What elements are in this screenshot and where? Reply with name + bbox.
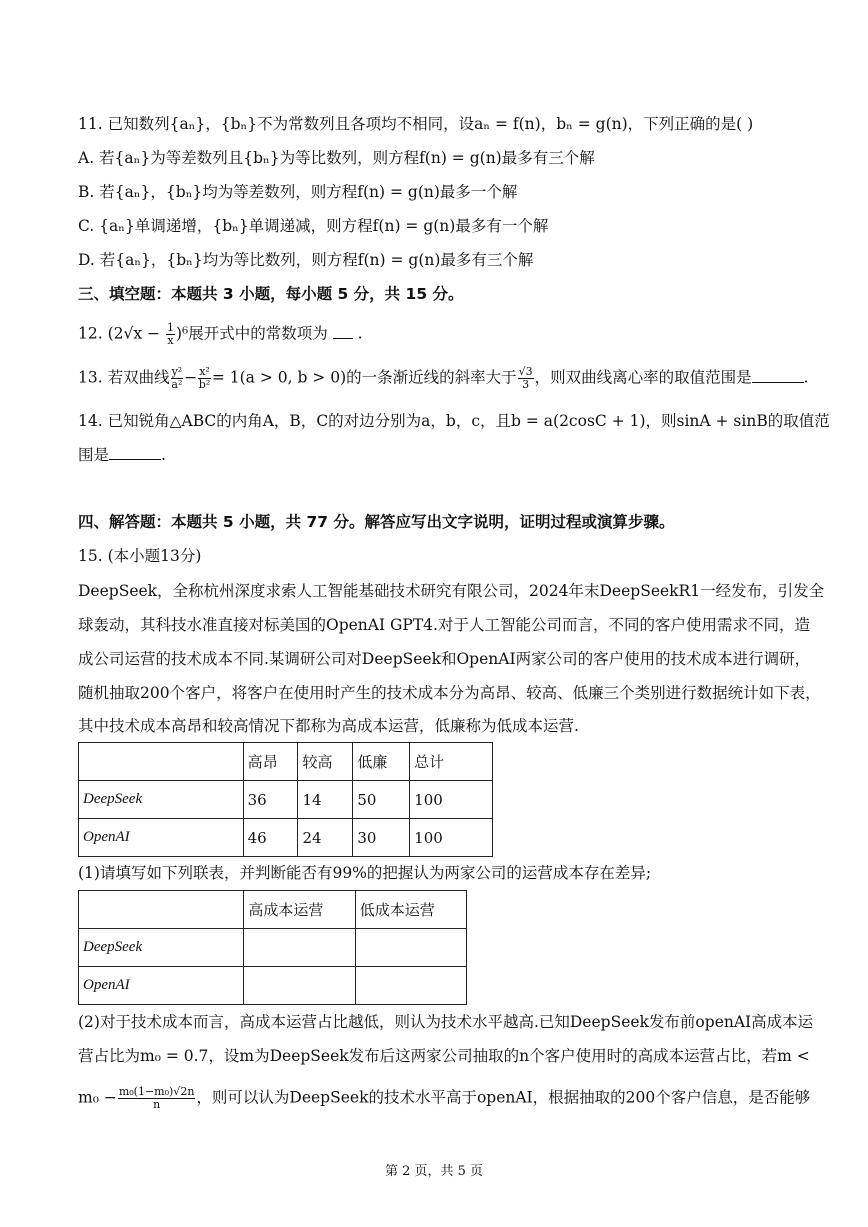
q15-part2-line2: 营占比为m₀ = 0.7，设m为DeepSeek发布后这两家公司抽取的n个客户使用时的高成本运营占比，若m <: [78, 1047, 810, 1065]
q15-para-line5: 其中技术成本高昂和较高情况下都称为高成本运营，低廉称为低成本运营.: [78, 717, 579, 735]
q13: [78, 366, 809, 391]
table-cell: 14: [298, 781, 353, 819]
q13-slope-den: 3: [522, 378, 530, 391]
q13-minus: −: [184, 368, 198, 387]
page-footer: 第 2 页，共 5 页: [384, 1164, 484, 1179]
q15-para-line3: 成公司运营的技术成本不同.某调研公司对DeepSeek和OpenAI两家公司的客户使用的技术成本进行调研，: [78, 650, 811, 668]
table-cell: 30: [353, 819, 410, 857]
q14-line2: [78, 444, 166, 466]
table-cell: OpenAI: [79, 819, 244, 857]
q13-frac2-num: x²: [199, 365, 210, 378]
q15-part2-line3-prefix: m₀ −: [78, 1088, 117, 1107]
table-cell: 100: [410, 781, 493, 819]
table-cell: DeepSeek: [79, 929, 244, 967]
table-header-cell: 低成本运营: [355, 891, 466, 929]
q12-frac-num: 1: [166, 321, 174, 334]
q13-mid: 的一条渐近线的斜率大于: [346, 368, 517, 387]
q14-line2-end: .: [161, 446, 166, 464]
table-cell: 46: [243, 819, 298, 857]
q13-frac2-den: b²: [198, 378, 211, 391]
q13-frac1-num: y²: [171, 365, 183, 378]
q11-option-d: D. 若{aₙ}，{bₙ}均为等比数列，则方程f(n) = g(n)最多有三个解: [78, 251, 534, 269]
table-cell: 36: [243, 781, 298, 819]
section4-title: 四、解答题：本题共 5 小题，共 77 分。解答应写出文字说明，证明过程或演算步骤。: [78, 513, 675, 531]
q13-slope-frac: [518, 366, 534, 391]
q13-frac2: [198, 366, 211, 391]
table-cell: 50: [353, 781, 410, 819]
q12: [78, 322, 363, 347]
table-row: [79, 819, 493, 857]
table-header-cell: 低廉: [353, 743, 410, 781]
table-header-cell: [79, 891, 244, 929]
table-header-cell: [79, 743, 244, 781]
q15-part2-frac-num: m₀(1−m₀)√2n: [118, 1085, 195, 1098]
q13-answer-blank[interactable]: [752, 368, 804, 383]
q15-part1: (1)请填写如下列联表，并判断能否有99%的把握认为两家公司的运营成本存在差异;: [78, 864, 652, 882]
q13-frac1-den: a²: [171, 378, 183, 391]
q15-para-line1: DeepSeek，全称杭州深度求索人工智能基础技术研究有限公司，2024年末DeepSeekR1一经发布，引发全: [78, 582, 825, 600]
table-header-row: [79, 743, 493, 781]
q15-part2-line3: [78, 1086, 810, 1111]
q15-para-line4: 随机抽取200个客户，将客户在使用时产生的技术成本分为高昂、较高、低廉三个类别进行数据统计如下表，: [78, 684, 821, 702]
q12-frac-den: x: [167, 334, 174, 347]
table-header-row: [79, 891, 467, 929]
cost-data-table: [78, 742, 493, 857]
table-cell: [244, 967, 355, 1005]
table-cell: OpenAI: [79, 967, 244, 1005]
q12-frac: [166, 322, 175, 347]
q11-option-b: B. 若{aₙ}，{bₙ}均为等差数列，则方程f(n) = g(n)最多一个解: [78, 183, 518, 201]
table-row: [79, 781, 493, 819]
q12-suffix: )⁶展开式中的常数项为: [175, 324, 328, 343]
q11-option-a: A. 若{aₙ}为等差数列且{bₙ}为等比数列，则方程f(n) = g(n)最多有三个解: [78, 149, 595, 167]
q15-part2-frac: [118, 1086, 196, 1111]
table-cell: 24: [298, 819, 353, 857]
q13-suffix: ，则双曲线离心率的取值范围是: [534, 368, 752, 387]
table-row: [79, 929, 467, 967]
table-header-cell: 高成本运营: [244, 891, 355, 929]
q15-part2-frac-den: n: [153, 1098, 161, 1111]
table-cell: [244, 929, 355, 967]
q14-line1: 14. 已知锐角△ABC的内角A，B，C的对边分别为a，b，c，且b = a(2cosC + 1)，则sinA + sinB的取值范: [78, 412, 830, 430]
q11-stem: 11. 已知数列{aₙ}，{bₙ}不为常数列且各项均不相同，设aₙ = f(n)，bₙ = g(n)，下列正确的是( ): [78, 115, 754, 133]
q15-part2-line3-suffix: ，则可以认为DeepSeek的技术水平高于openAI，根据抽取的200个客户信息，是否能够: [196, 1088, 811, 1107]
table-cell: [355, 967, 466, 1005]
q11-option-c: C. {aₙ}单调递增，{bₙ}单调递减，则方程f(n) = g(n)最多有一个解: [78, 217, 549, 235]
q15-part2-line1: (2)对于技术成本而言，高成本运营占比越低，则认为技术水平越高.已知DeepSeek发布前openAI高成本运: [78, 1013, 814, 1031]
table-cell: 100: [410, 819, 493, 857]
q13-frac1: [171, 366, 184, 391]
q13-end: .: [803, 368, 809, 387]
table-header-cell: 较高: [298, 743, 353, 781]
section3-title: 三、填空题：本题共 3 小题，每小题 5 分，共 15 分。: [78, 285, 464, 303]
q14-answer-blank[interactable]: [109, 445, 161, 460]
q15-para-line2: 球轰动，其科技水准直接对标美国的OpenAI GPT4.对于人工智能公司而言，不同的客户使用需求不同，造: [78, 616, 810, 634]
contingency-table: [78, 890, 467, 1005]
table-cell: DeepSeek: [79, 781, 244, 819]
table-header-cell: 总计: [410, 743, 493, 781]
q13-slope-num: √3: [518, 365, 533, 378]
q12-end: .: [357, 324, 363, 343]
q13-prefix: 13. 若双曲线: [78, 368, 170, 387]
q12-prefix: 12. (2√x −: [78, 324, 165, 343]
q12-answer-blank[interactable]: [333, 324, 353, 339]
table-header-cell: 高昂: [243, 743, 298, 781]
table-row: [79, 967, 467, 1005]
q15-header: 15. (本小题13分): [78, 547, 202, 565]
q14-line2-prefix: 围是: [78, 446, 110, 464]
q13-eq-rest: = 1(a > 0, b > 0): [211, 368, 347, 387]
table-cell: [355, 929, 466, 967]
